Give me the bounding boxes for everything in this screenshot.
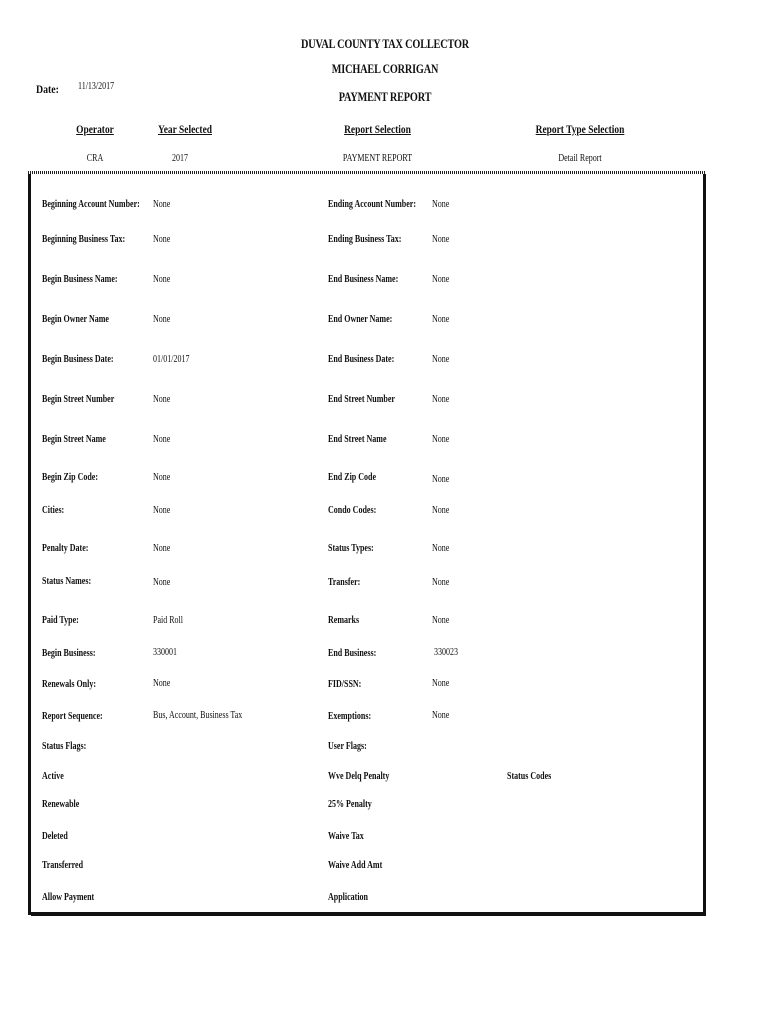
criteria-label: Beginning Account Number:	[42, 199, 140, 210]
status-codes-label: Status Codes	[507, 771, 552, 782]
box-shadow-right	[703, 174, 706, 916]
criteria-value: None	[432, 678, 450, 689]
criteria-label: End Street Name	[328, 434, 387, 445]
criteria-label: Begin Zip Code:	[42, 472, 99, 483]
criteria-label: Report Sequence:	[42, 711, 103, 722]
user-flag-item: Application	[328, 892, 369, 903]
status-flag-item: Allow Payment	[42, 892, 95, 903]
criteria-label: Penalty Date:	[42, 543, 89, 554]
criteria-label: FID/SSN:	[328, 679, 362, 690]
user-flag-item: Waive Tax	[328, 831, 364, 842]
criteria-value: None	[153, 543, 171, 554]
collector-name: MICHAEL CORRIGAN	[331, 62, 439, 76]
criteria-value: None	[153, 678, 171, 689]
report-type-selection-header: Report Type Selection	[535, 124, 625, 136]
criteria-value: None	[153, 394, 171, 405]
criteria-label: Begin Business Name:	[42, 274, 118, 285]
report-type-selection-value: Detail Report	[558, 153, 602, 164]
criteria-label: Begin Street Name	[42, 434, 106, 445]
criteria-label: Beginning Business Tax:	[42, 234, 126, 245]
criteria-label: End Business Name:	[328, 274, 399, 285]
criteria-value: None	[153, 472, 171, 483]
criteria-label: Cities:	[42, 505, 65, 516]
criteria-value: None	[432, 354, 450, 365]
criteria-value: None	[153, 434, 171, 445]
user-flag-item: Wve Delq Penalty	[328, 771, 390, 782]
criteria-label: Ending Business Tax:	[328, 234, 402, 245]
criteria-value: None	[432, 234, 450, 245]
criteria-label: Status Types:	[328, 543, 374, 554]
criteria-label: Exemptions:	[328, 711, 372, 722]
criteria-value: None	[153, 274, 171, 285]
criteria-label: Transfer:	[328, 577, 361, 588]
criteria-value: None	[432, 543, 450, 554]
criteria-value: None	[432, 505, 450, 516]
criteria-label: Begin Business Date:	[42, 354, 114, 365]
status-flags-label: Status Flags:	[42, 741, 87, 752]
criteria-label: Condo Codes:	[328, 505, 377, 516]
box-shadow-bottom	[31, 912, 706, 916]
year-selected-header: Year Selected	[157, 124, 213, 136]
status-flag-item: Renewable	[42, 799, 80, 810]
report-selection-header: Report Selection	[344, 124, 411, 136]
criteria-label: Paid Type:	[42, 615, 79, 626]
office-title: DUVAL COUNTY TAX COLLECTOR	[300, 37, 470, 51]
user-flag-item: 25% Penalty	[328, 799, 372, 810]
criteria-value: None	[432, 577, 450, 588]
criteria-label: End Owner Name:	[328, 314, 393, 325]
criteria-value: 01/01/2017	[153, 354, 190, 365]
criteria-value: 330001	[153, 647, 177, 658]
criteria-value: None	[153, 199, 171, 210]
status-flag-item: Active	[42, 771, 64, 782]
year-selected-value: 2017	[172, 153, 188, 164]
criteria-value: None	[432, 394, 450, 405]
criteria-value: None	[432, 710, 450, 721]
criteria-label: Status Names:	[42, 576, 92, 587]
criteria-label: End Business:	[328, 648, 377, 659]
report-title: PAYMENT REPORT	[338, 90, 432, 104]
criteria-label: Begin Owner Name	[42, 314, 109, 325]
criteria-label: Remarks	[328, 615, 360, 626]
criteria-value: None	[432, 274, 450, 285]
operator-header: Operator	[76, 124, 114, 136]
criteria-label: Renewals Only:	[42, 679, 96, 690]
report-selection-value: PAYMENT REPORT	[342, 153, 413, 164]
criteria-value: Paid Roll	[153, 615, 184, 626]
criteria-value: None	[432, 434, 450, 445]
criteria-label: End Street Number	[328, 394, 395, 405]
criteria-label: End Zip Code	[328, 472, 377, 483]
criteria-label: End Business Date:	[328, 354, 395, 365]
user-flag-item: Waive Add Amt	[328, 860, 383, 871]
criteria-value: Bus, Account, Business Tax	[153, 710, 243, 721]
criteria-value: None	[432, 615, 450, 626]
criteria-value: None	[432, 474, 450, 485]
date-value: 11/13/2017	[78, 81, 115, 92]
status-flag-item: Deleted	[42, 831, 68, 842]
criteria-value: None	[153, 577, 171, 588]
criteria-value: 330023	[434, 647, 458, 658]
user-flags-label: User Flags:	[328, 741, 367, 752]
criteria-value: None	[153, 314, 171, 325]
criteria-value: None	[153, 234, 171, 245]
criteria-value: None	[153, 505, 171, 516]
criteria-label: Begin Street Number	[42, 394, 115, 405]
criteria-value: None	[432, 314, 450, 325]
criteria-label: Begin Business:	[42, 648, 96, 659]
date-label: Date:	[36, 82, 59, 96]
criteria-label: Ending Account Number:	[328, 199, 417, 210]
operator-value: CRA	[86, 153, 104, 164]
criteria-value: None	[432, 199, 450, 210]
status-flag-item: Transferred	[42, 860, 84, 871]
